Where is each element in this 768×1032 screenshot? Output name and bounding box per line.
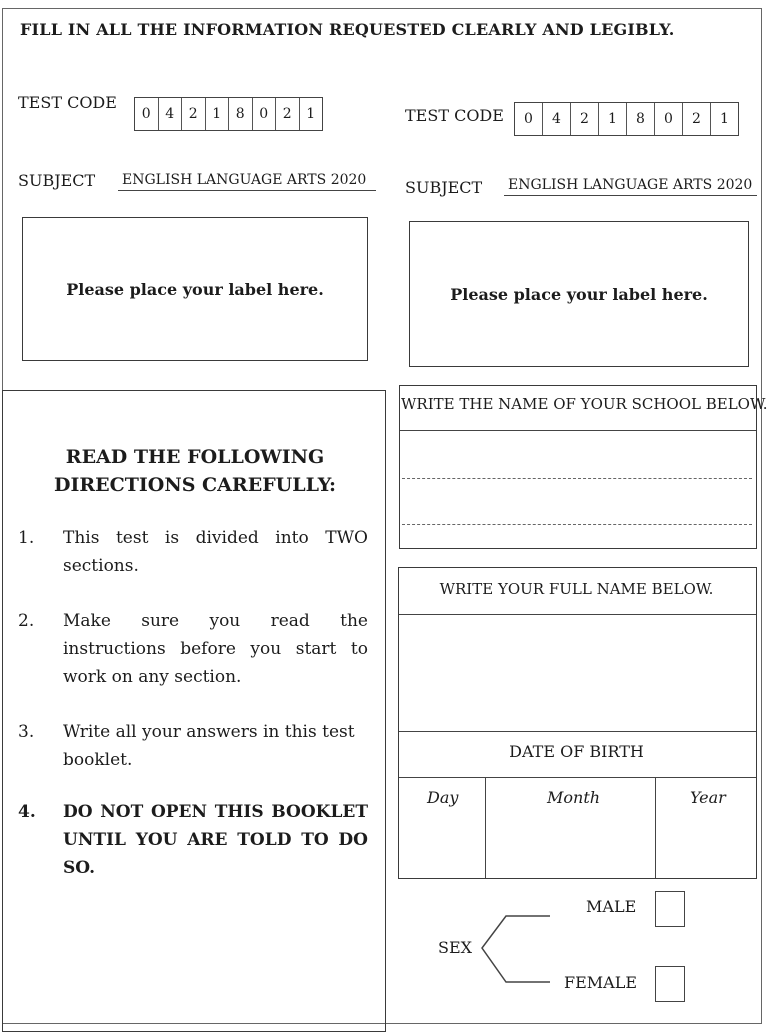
dob-divider (655, 778, 656, 878)
left-subject-value: ENGLISH LANGUAGE ARTS 2020 (118, 172, 376, 191)
test-code-digit: 1 (720, 111, 729, 127)
dob-year-field[interactable] (658, 812, 753, 874)
right-test-code-label: TEST CODE (405, 106, 504, 125)
direction-number: 4. (18, 802, 36, 822)
school-name-line[interactable] (402, 478, 752, 479)
dob-day-field[interactable] (401, 812, 483, 874)
direction-text: Make sure you read the instructions before you start to work on any section. (63, 611, 368, 687)
direction-text: Write all your answers in this test booklet. (63, 722, 355, 770)
direction-item (18, 718, 368, 774)
dob-year-label: Year (690, 788, 726, 807)
divider (399, 731, 756, 732)
test-code-digit: 1 (599, 103, 627, 135)
test-code-digit: 1 (306, 106, 316, 122)
test-code-digit: 0 (655, 103, 683, 135)
divider (399, 777, 756, 778)
test-code-digit: 8 (627, 103, 655, 135)
test-code-digit: 2 (182, 98, 206, 130)
left-subject-label: SUBJECT (18, 171, 96, 190)
dob-month-label: Month (547, 788, 601, 807)
directions-title-line1: READ THE FOLLOWING (65, 446, 325, 468)
full-name-title: WRITE YOUR FULL NAME BELOW. (439, 580, 714, 598)
directions-title-line2: DIRECTIONS CAREFULLY: (54, 474, 336, 496)
female-checkbox[interactable] (655, 966, 685, 1002)
dob-divider (485, 778, 486, 878)
right-test-code-boxes (514, 102, 739, 136)
right-subject-label: SUBJECT (405, 178, 483, 197)
sex-label: SEX (438, 938, 473, 957)
test-code-digit: 2 (683, 103, 711, 135)
direction-number: 2. (18, 611, 35, 631)
dob-title: DATE OF BIRTH (509, 742, 644, 761)
test-code-digit: 1 (206, 98, 230, 130)
left-test-code-boxes (134, 97, 323, 131)
test-code-digit: 2 (571, 103, 599, 135)
right-subject-value: ENGLISH LANGUAGE ARTS 2020 (504, 177, 757, 196)
test-code-digit: 0 (515, 103, 543, 135)
male-checkbox[interactable] (655, 891, 685, 927)
female-label: FEMALE (564, 973, 638, 992)
test-code-digit: 4 (543, 103, 571, 135)
school-name-line[interactable] (402, 524, 752, 525)
sex-bracket (478, 912, 558, 986)
direction-text: DO NOT OPEN THIS BOOKLET UNTIL YOU ARE TOLD TO DO SO. (63, 802, 368, 878)
form-header: FILL IN ALL THE INFORMATION REQUESTED CLEARLY AND LEGIBLY. (20, 20, 675, 39)
dob-month-field[interactable] (488, 812, 653, 874)
direction-item (18, 798, 368, 882)
test-code-digit: 4 (159, 98, 183, 130)
dob-day-label: Day (427, 788, 459, 807)
male-label: MALE (586, 897, 637, 916)
test-code-digit: 8 (229, 98, 253, 130)
school-name-title: WRITE THE NAME OF YOUR SCHOOL BELOW. (401, 395, 768, 413)
direction-number: 1. (18, 528, 35, 548)
divider (400, 430, 756, 431)
direction-text: This test is divided into TWO sections. (63, 528, 368, 576)
direction-number: 3. (18, 722, 35, 742)
test-code-digit: 0 (135, 98, 159, 130)
test-code-digit: 0 (253, 98, 277, 130)
direction-item (18, 524, 368, 580)
divider (399, 614, 756, 615)
full-name-field[interactable] (400, 616, 754, 730)
test-code-digit: 2 (276, 98, 300, 130)
left-label-box[interactable]: Please place your label here. (22, 217, 368, 361)
direction-item (18, 607, 368, 691)
left-test-code-label: TEST CODE (18, 93, 117, 112)
directions-title (20, 443, 370, 499)
right-label-box[interactable]: Please place your label here. (409, 221, 749, 367)
